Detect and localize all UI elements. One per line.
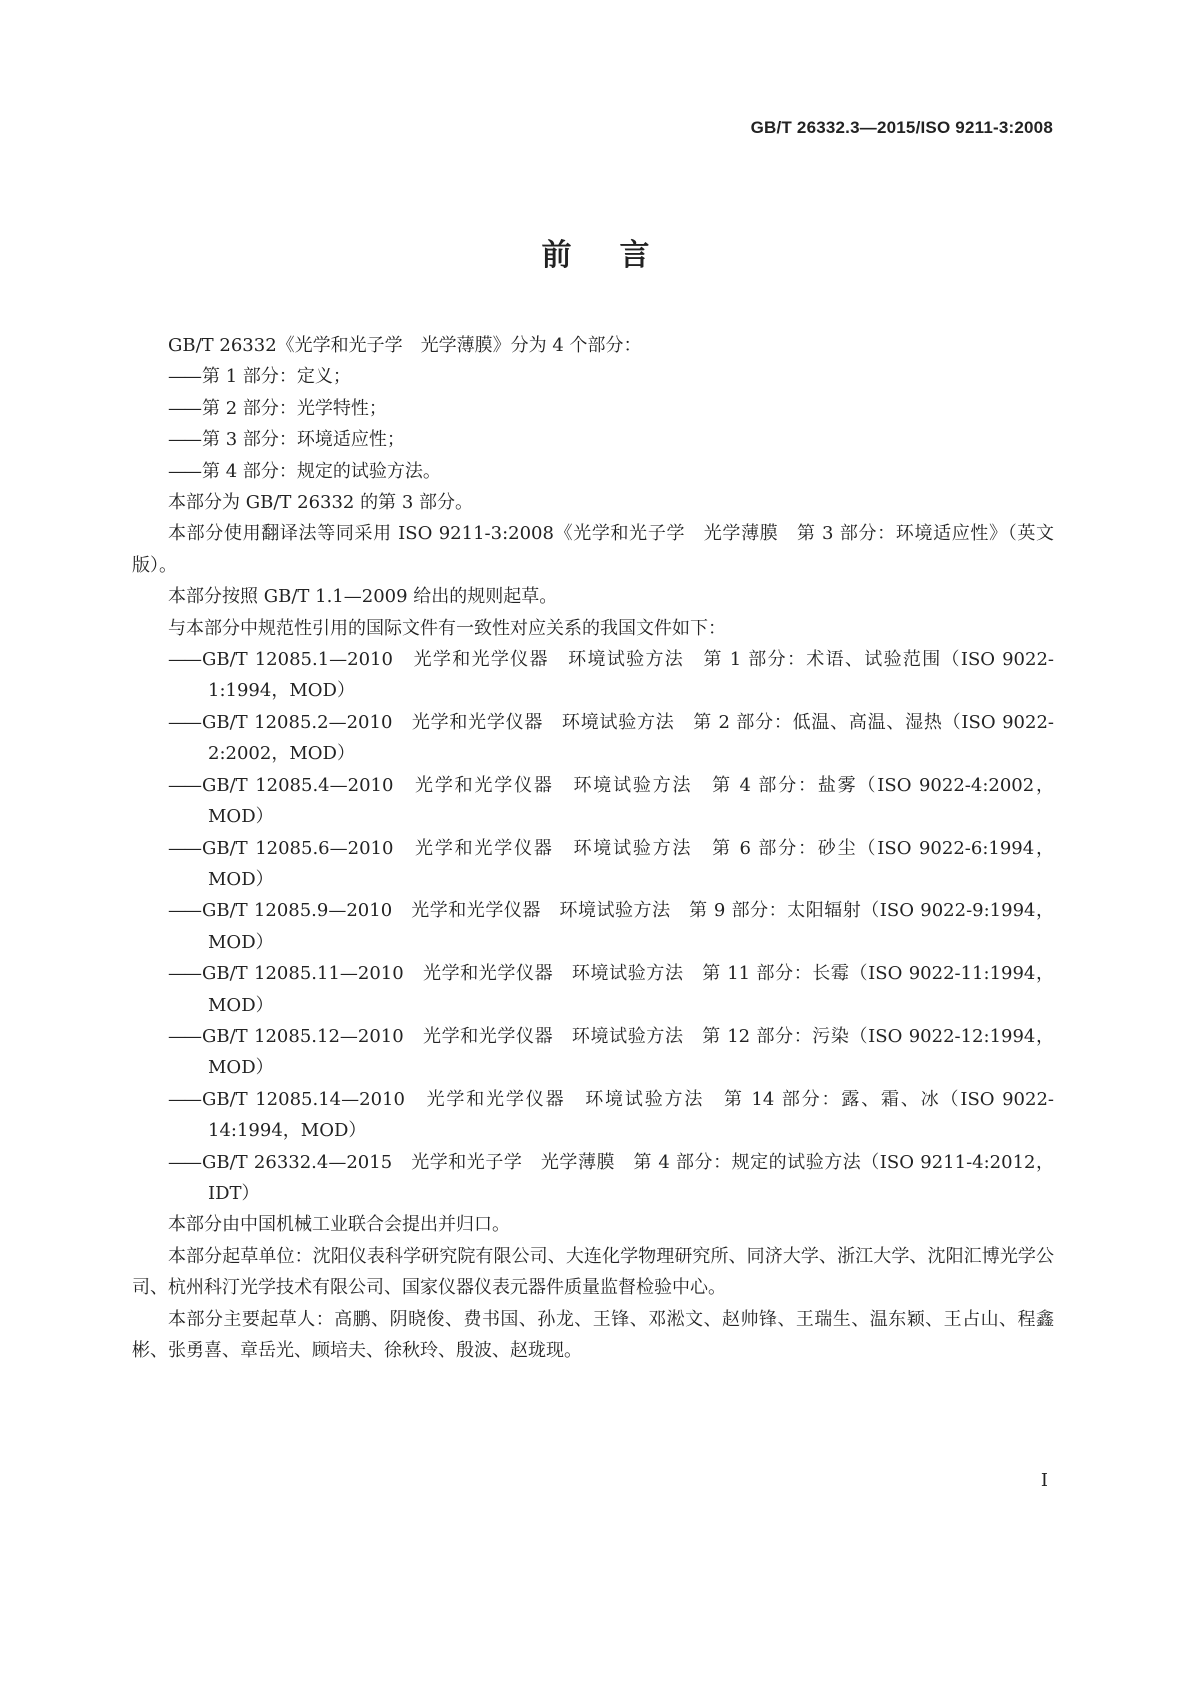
list-item — [132, 393, 1054, 424]
paragraph-adoption: 本部分使用翻译法等同采用 ISO 9211-3:2008《光学和光子学 光学薄膜 第 3 部分：环境适应性》（英文版）。 — [132, 523, 1054, 576]
dash: —— — [168, 397, 200, 419]
dash: —— — [168, 963, 200, 985]
list-item — [132, 424, 1054, 455]
intro-paragraph: GB/T 26332《光学和光子学 光学薄膜》分为 4 个部分： — [168, 335, 642, 356]
reference-text: GB/T 12085.12—2010 光学和光学仪器 环境试验方法 第 12 部分：污染（ISO 9022-12:1994，MOD） — [202, 1025, 1054, 1079]
title-char-2: 言 — [619, 238, 650, 273]
reference-text: GB/T 12085.11—2010 光学和光学仪器 环境试验方法 第 11 部分：长霉（ISO 9022-11:1994，MOD） — [202, 963, 1054, 1016]
reference-text: GB/T 12085.1—2010 光学和光学仪器 环境试验方法 第 1 部分：术语、试验范围（ISO 9022-1:1994，MOD） — [202, 649, 1054, 702]
list-item-text: 第 1 部分：定义； — [202, 366, 351, 388]
list-item — [132, 361, 1054, 392]
reference-text: GB/T 12085.2—2010 光学和光学仪器 环境试验方法 第 2 部分：低温、高温、湿热（ISO 9022-2:2002，MOD） — [202, 711, 1054, 765]
page-title — [0, 230, 1191, 274]
dash: —— — [168, 1151, 200, 1173]
reference-item — [132, 833, 1054, 896]
dash: —— — [168, 774, 200, 796]
paragraph-proposer: 本部分由中国机械工业联合会提出并归口。 — [168, 1214, 510, 1236]
dash: —— — [168, 460, 200, 482]
title-char-1: 前 — [541, 238, 572, 273]
paragraph-drafting-rules: 本部分按照 GB/T 1.1—2009 给出的规则起草。 — [168, 586, 558, 608]
reference-item — [132, 1147, 1054, 1210]
dash: —— — [168, 837, 200, 859]
list-item-text: 第 2 部分：光学特性； — [202, 397, 387, 419]
reference-item — [132, 1021, 1054, 1084]
reference-text: GB/T 12085.9—2010 光学和光学仪器 环境试验方法 第 9 部分：太阳辐射（ISO 9022-9:1994，MOD） — [202, 900, 1054, 953]
reference-text: GB/T 12085.4—2010 光学和光学仪器 环境试验方法 第 4 部分：盐雾（ISO 9022-4:2002，MOD） — [202, 774, 1054, 828]
standard-code-header: GB/T 26332.3—2015/ISO 9211-3:2008 — [750, 118, 1053, 137]
list-item-text: 第 4 部分：规定的试验方法。 — [202, 460, 441, 482]
dash: —— — [168, 366, 200, 388]
reference-item — [132, 770, 1054, 833]
dash: —— — [168, 429, 200, 451]
reference-item — [132, 707, 1054, 770]
reference-text: GB/T 26332.4—2015 光学和光子学 光学薄膜 第 4 部分：规定的试验方法（ISO 9211-4:2012，IDT） — [202, 1151, 1054, 1204]
dash: —— — [168, 711, 200, 733]
reference-text: GB/T 12085.6—2010 光学和光学仪器 环境试验方法 第 6 部分：砂尘（ISO 9022-6:1994，MOD） — [202, 837, 1054, 890]
dash: —— — [168, 900, 200, 922]
dash: —— — [168, 1088, 200, 1110]
reference-item — [132, 958, 1054, 1021]
paragraph-drafters: 本部分主要起草人：高鹏、阴晓俊、费书国、孙龙、王锋、邓淞文、赵帅锋、王瑞生、温东颖、王占山、程鑫彬、张勇喜、章岳光、顾培夫、徐秋玲、殷波、赵珑现。 — [132, 1308, 1054, 1361]
reference-item — [132, 1084, 1054, 1147]
paragraph-references-intro: 与本部分中规范性引用的国际文件有一致性对应关系的我国文件如下： — [168, 617, 726, 639]
dash: —— — [168, 1025, 200, 1047]
dash: —— — [168, 649, 200, 671]
page-number: I — [1040, 1470, 1048, 1491]
list-item — [132, 456, 1054, 487]
reference-text: GB/T 12085.14—2010 光学和光学仪器 环境试验方法 第 14 部分：露、霜、冰（ISO 9022-14:1994，MOD） — [202, 1088, 1054, 1142]
reference-item — [132, 895, 1054, 958]
paragraph-part-number: 本部分为 GB/T 26332 的第 3 部分。 — [168, 492, 473, 514]
reference-item — [132, 644, 1054, 707]
paragraph-drafting-units: 本部分起草单位：沈阳仪表科学研究院有限公司、大连化学物理研究所、同济大学、浙江大学、沈阳汇博光学公司、杭州科汀光学技术有限公司、国家仪器仪表元器件质量监督检验中心。 — [132, 1245, 1054, 1299]
list-item-text: 第 3 部分：环境适应性； — [202, 429, 405, 451]
foreword-body — [132, 330, 1054, 1366]
